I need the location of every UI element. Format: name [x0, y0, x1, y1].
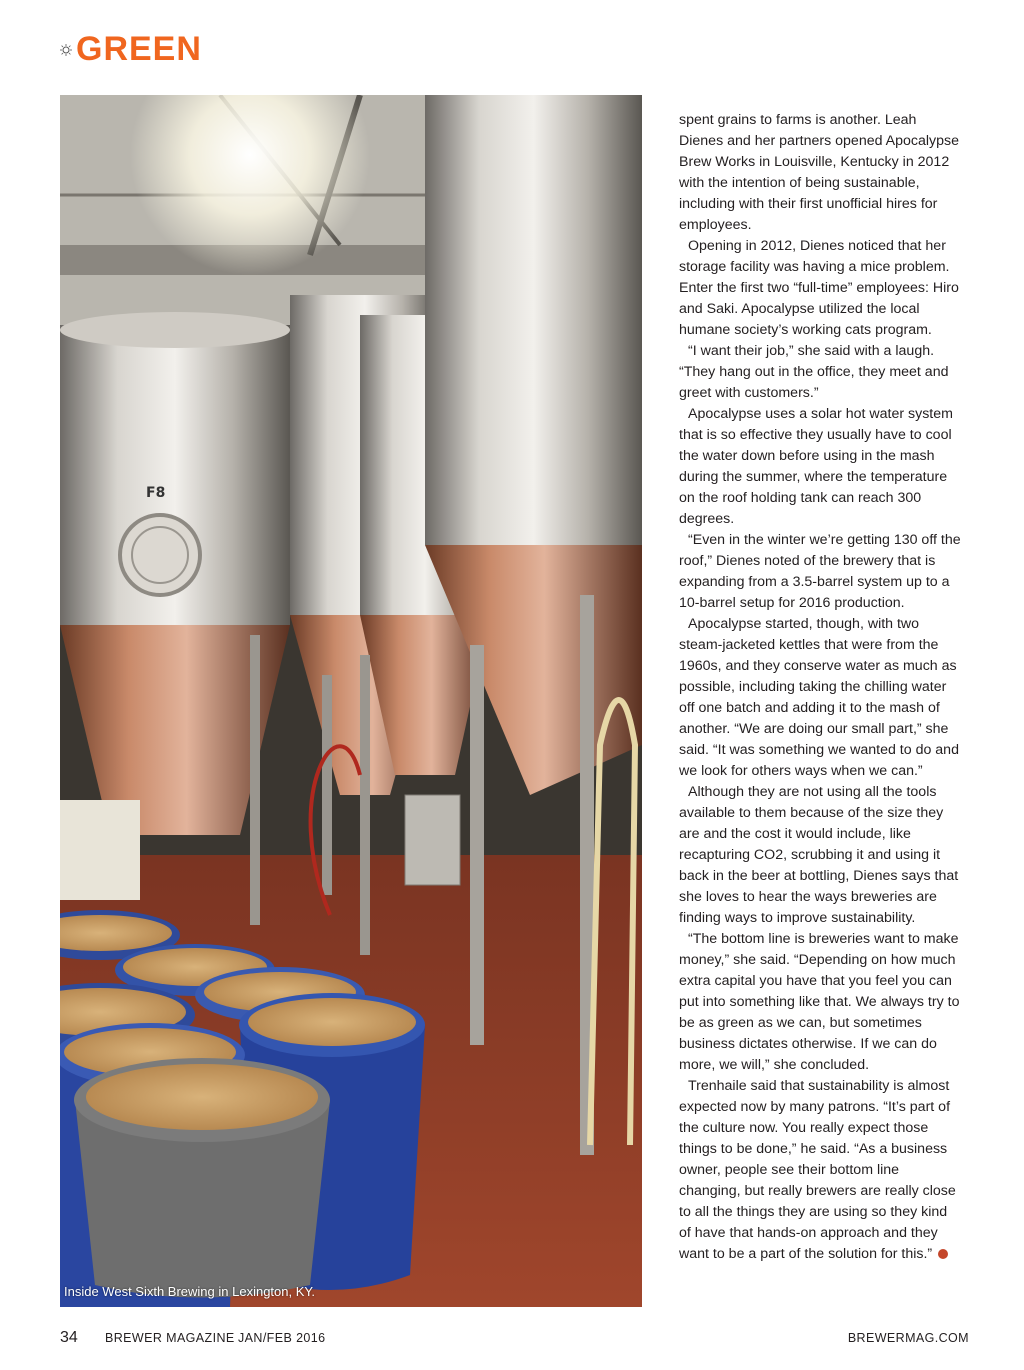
- page-number: 34: [60, 1329, 78, 1346]
- article-paragraph: Apocalypse started, though, with two steam-jacketed kettles that were from the 1960s, and they conserve water as much as possible, including taking the chilling water off one batch and adding it to the mash of another. “We are doing our small part,” she said. “It was something we wanted to do and we look for others ways when we can.”: [679, 616, 959, 779]
- section-title: GREEN: [76, 30, 202, 68]
- article-paragraph: Although they are not using all the tools available to them because of the size they are and the cost it would include, like recapturing CO2, scrubbing it and using it back in the beer at bottling, Dienes says that she loves to hear the ways breweries are finding ways to improve sustainability.: [679, 784, 959, 926]
- issue-date: JAN/FEB 2016: [238, 1331, 326, 1345]
- magazine-name: BREWER MAGAZINE: [105, 1331, 235, 1345]
- website-link[interactable]: BREWERMAG.COM: [847, 1331, 969, 1345]
- article-paragraph: Apocalypse uses a solar hot water system that is so effective they usually have to cool the water down before using in the mash during the summer, where the temperature on the roof holding tank can reach 300 degrees.: [679, 406, 953, 527]
- article-paragraph-last: [679, 1076, 961, 1265]
- article-body: [679, 110, 961, 1265]
- brewery-tanks-photo: [60, 95, 642, 1307]
- article-paragraph: “The bottom line is breweries want to make money,” she said. “Depending on how much extra capital you have that you feel you can put into something like that. We always try to be as green as we can, but sometimes business dictates otherwise. If we can do more, we will,” she concluded.: [679, 931, 960, 1073]
- photo-caption: Inside West Sixth Brewing in Lexington, KY.: [64, 1284, 315, 1299]
- article-paragraph-text: Trenhaile said that sustainability is almost expected now by many patrons. “It’s part of the culture now. You really expect those things to be done,” he said. “As a business owner, people see their bottom line changing, but really brewers are really close to all the things they are using so they kind of have that hands-on approach and they want to be a part of the solution for this.”: [679, 1078, 956, 1262]
- article-paragraph: “Even in the winter we’re getting 130 off the roof,” Dienes noted of the brewery that is expanding from a 3.5-barrel system up to a 10-barrel setup for 2016 production.: [679, 532, 961, 611]
- page-footer: [60, 1329, 969, 1349]
- section-header: [60, 30, 202, 69]
- tank-label: F8: [146, 485, 166, 501]
- end-mark-icon: [938, 1249, 948, 1259]
- article-paragraph: spent grains to farms is another. Leah Dienes and her partners opened Apocalypse Brew Works in Louisville, Kentucky in 2012 with the intention of being sustainable, including with their first unofficial hires for employees.: [679, 112, 960, 233]
- article-paragraph: “I want their job,” she said with a laugh. “They hang out in the office, they meet and greet with customers.”: [679, 343, 949, 401]
- article-paragraph: Opening in 2012, Dienes noticed that her storage facility was having a mice problem. Enter the first two “full-time” employees: Hiro and Saki. Apocalypse utilized the local humane society’s working cats program.: [679, 238, 959, 338]
- sun-icon: [60, 44, 72, 56]
